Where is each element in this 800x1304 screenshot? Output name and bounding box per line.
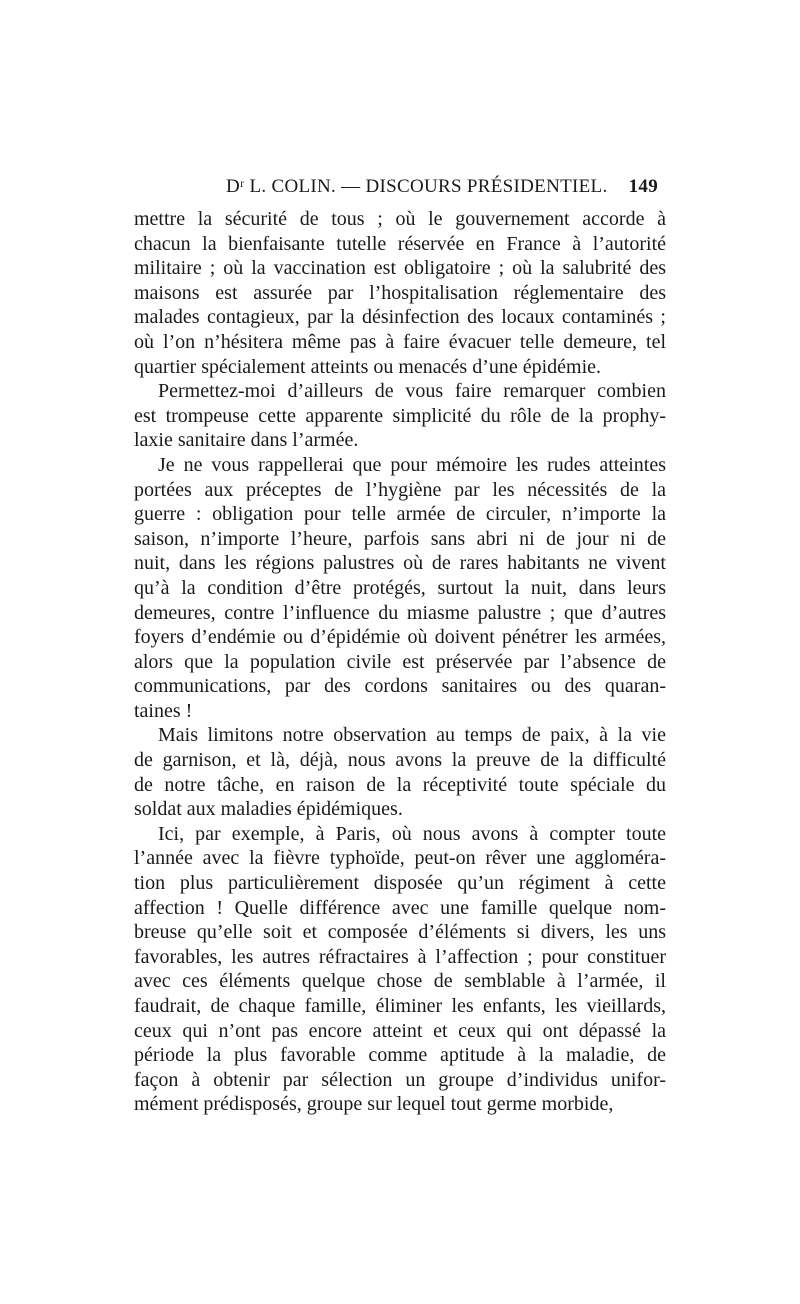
paragraph: [134, 379, 666, 453]
text-line: qu’à la condition d’être protégés, surtout la nuit, dans leurs: [134, 576, 666, 599]
paragraph: [134, 723, 666, 821]
text-line: de garnison, et là, déjà, nous avons la preuve de la difficulté: [134, 749, 666, 772]
text-line: faudrait, de chaque famille, éliminer les enfants, les vieillards,: [134, 995, 666, 1017]
text-line: l’année avec la fièvre typhoïde, peut-on rêver une aggloméra-: [134, 847, 666, 870]
text-line: foyers d’endémie ou d’épidémie où doivent pénétrer les armées,: [134, 626, 666, 649]
text-line: façon à obtenir par sélection un groupe d’individus unifor-: [134, 1068, 666, 1091]
text-line: chacun la bienfaisante tutelle réservée en France à l’autorité: [134, 232, 666, 255]
text-line: alors que la population civile est préservée par l’absence de: [134, 650, 666, 673]
text-line: breuse qu’elle soit et composée d’éléments si divers, les uns: [134, 921, 666, 944]
text-line: malades contagieux, par la désinfection des locaux contaminés ;: [134, 306, 666, 329]
paragraph: [134, 453, 666, 724]
text-line: nuit, dans les régions palustres où de rares habitants ne vivent: [134, 552, 666, 575]
text-line: favorables, les autres réfractaires à l’affection ; pour constituer: [134, 945, 666, 968]
text-line: Ici, par exemple, à Paris, où nous avons à compter toute: [158, 822, 666, 845]
running-header-title: Dʳ L. COLIN. — DISCOURS PRÉSIDENTIEL.: [226, 176, 608, 197]
text-line: laxie sanitaire dans l’armée.: [134, 429, 359, 452]
paragraph: [134, 207, 666, 379]
text-line: saison, n’importe l’heure, parfois sans abri ni de jour ni de: [134, 527, 666, 550]
text-line: Permettez-moi d’ailleurs de vous faire remarquer combien: [158, 380, 666, 403]
text-line: quartier spécialement atteints ou menacés d’une épidémie.: [134, 355, 602, 378]
body-text: [134, 207, 666, 1117]
text-line: où l’on n’hésitera même pas à faire évacuer telle demeure, tel: [134, 330, 666, 353]
text-line: tion plus particulièrement disposée qu’un régiment à cette: [134, 872, 666, 895]
text-line: ceux qui n’ont pas encore atteint et ceux qui ont dépassé la: [134, 1019, 666, 1042]
text-line: maisons est assurée par l’hospitalisation réglementaire des: [134, 281, 666, 304]
running-header: [134, 176, 658, 200]
text-line: militaire ; où la vaccination est obligatoire ; où la salubrité des: [134, 257, 666, 280]
text-line: mettre la sécurité de tous ; où le gouvernement accorde à: [134, 208, 666, 230]
text-line: de notre tâche, en raison de la réceptivité toute spéciale du: [134, 773, 666, 796]
text-line: communications, par des cordons sanitaires ou des quaran-: [134, 675, 666, 698]
text-line: taines !: [134, 699, 193, 722]
text-line: avec ces éléments quelque chose de semblable à l’armée, il: [134, 970, 666, 993]
text-line: Mais limitons notre observation au temps de paix, à la vie: [158, 724, 666, 747]
text-line: mément prédisposés, groupe sur lequel tout germe morbide,: [134, 1093, 614, 1116]
text-line: demeures, contre l’influence du miasme palustre ; que d’autres: [134, 601, 666, 624]
text-line: soldat aux maladies épidémiques.: [134, 798, 403, 821]
text-line: période la plus favorable comme aptitude à la maladie, de: [134, 1044, 666, 1067]
paragraph: [134, 822, 666, 1117]
text-line: affection ! Quelle différence avec une famille quelque nom-: [134, 896, 666, 919]
page-number: 149: [628, 176, 658, 197]
text-line: Je ne vous rappellerai que pour mémoire les rudes atteintes: [158, 453, 666, 476]
text-line: guerre : obligation pour telle armée de circuler, n’importe la: [134, 503, 666, 526]
text-line: portées aux préceptes de l’hygiène par les nécessités de la: [134, 478, 666, 501]
text-line: est trompeuse cette apparente simplicité du rôle de la prophy-: [134, 404, 666, 427]
